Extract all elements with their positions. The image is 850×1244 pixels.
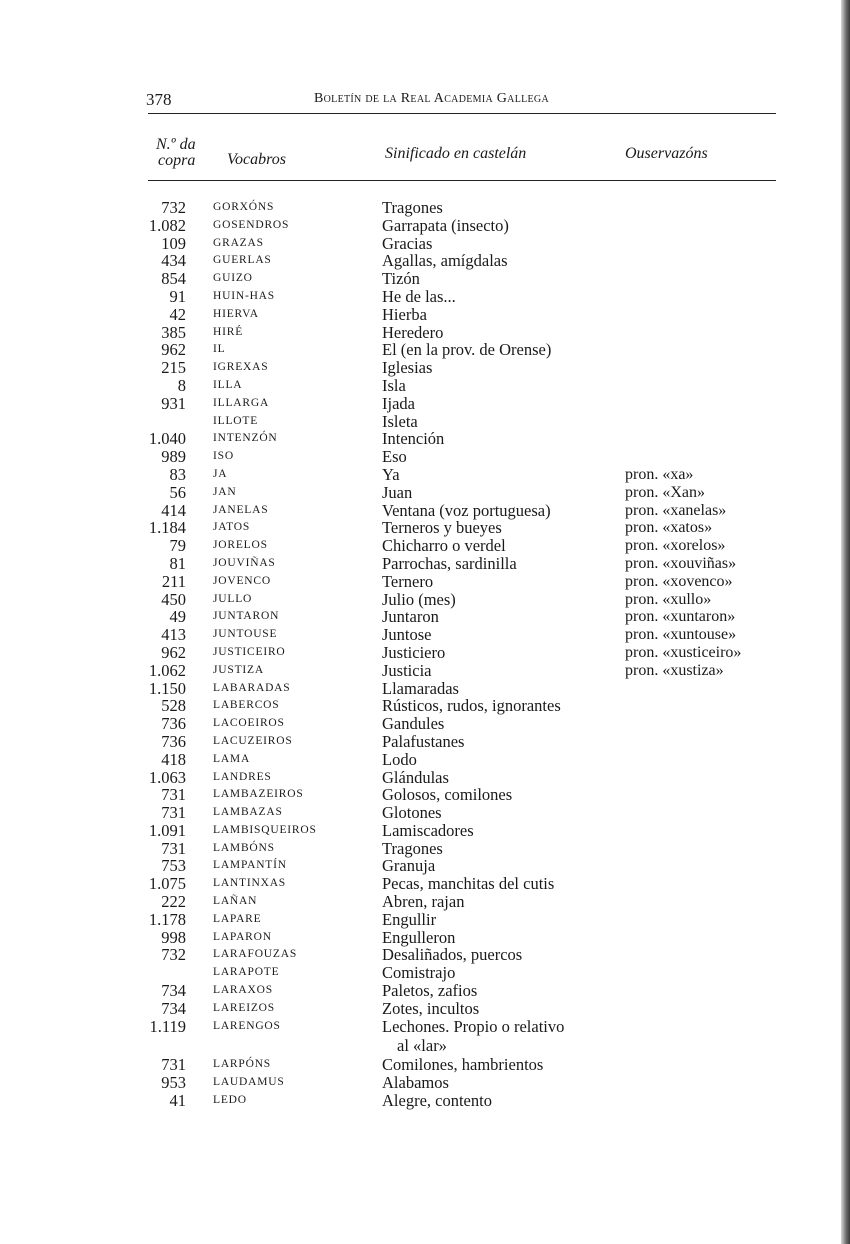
entry-number: 731 [161, 838, 186, 858]
entry-word: JULLO [213, 592, 253, 605]
table-row [0, 875, 850, 893]
entry-meaning: Ventana (voz portuguesa) [382, 500, 551, 520]
entry-meaning: Ternero [382, 571, 434, 591]
entry-observation: pron. «xorelos» [625, 537, 726, 555]
table-row [0, 751, 850, 769]
column-header-word: Vocabros [227, 151, 286, 168]
entry-word: LAPARE [213, 912, 262, 925]
entry-word: JANELAS [213, 503, 269, 516]
entry-word: LAMBÓNS [213, 841, 275, 854]
entry-meaning: Llamaradas [382, 678, 459, 698]
entry-number: 215 [161, 358, 186, 378]
entry-meaning: Glotones [382, 803, 442, 823]
entry-number: 736 [161, 731, 186, 751]
entry-number: 1.040 [148, 429, 186, 449]
entry-word: LACUZEIROS [213, 734, 293, 747]
entry-word: LACOEIROS [213, 717, 285, 730]
entry-meaning: Gracias [382, 233, 433, 253]
entry-number: 734 [161, 998, 186, 1018]
entry-number: 732 [161, 945, 186, 965]
entry-meaning: Lamiscadores [382, 820, 474, 840]
table-row [0, 199, 850, 217]
entry-number: 8 [177, 375, 186, 395]
entry-number: 734 [161, 981, 186, 1001]
table-row [0, 911, 850, 929]
entry-number: 989 [161, 447, 186, 467]
entry-meaning: Juntose [382, 625, 432, 645]
table-row [0, 555, 850, 573]
entry-word: IGREXAS [213, 361, 269, 374]
entry-word: JAN [213, 485, 237, 498]
table-row [0, 680, 850, 698]
table-row [0, 377, 850, 395]
entry-meaning: Isla [382, 375, 406, 395]
entry-word: LEDO [213, 1094, 247, 1107]
table-row [0, 235, 850, 253]
entry-meaning: Juntaron [382, 607, 439, 627]
table-row [0, 448, 850, 466]
entry-number: 83 [169, 464, 186, 484]
table-row [0, 288, 850, 306]
page-edge-shadow [841, 0, 850, 1244]
entry-number: 42 [169, 304, 186, 324]
table-row [0, 626, 850, 644]
entry-meaning: Rústicos, rudos, ignorantes [382, 696, 561, 716]
entry-number: 736 [161, 714, 186, 734]
entry-meaning: Tizón [382, 269, 420, 289]
entry-meaning: El (en la prov. de Orense) [382, 340, 552, 360]
entry-meaning: Tragones [382, 838, 443, 858]
table-row [0, 840, 850, 858]
entry-number: 1.075 [148, 874, 186, 894]
entry-word: GUERLAS [213, 254, 272, 267]
entry-word: LAÑAN [213, 895, 258, 908]
entry-number: 962 [161, 642, 186, 662]
table-row [0, 395, 850, 413]
entry-number: 450 [161, 589, 186, 609]
entry-word: ISO [213, 450, 234, 463]
table-row [0, 929, 850, 947]
entry-meaning: Iglesias [382, 358, 433, 378]
entry-meaning: Palafustanes [382, 731, 465, 751]
entry-meaning: Ya [382, 464, 400, 484]
entry-number: 109 [161, 233, 186, 253]
entry-meaning: Desaliñados, puercos [382, 945, 523, 965]
entry-word: LARENGOS [213, 1019, 281, 1032]
entry-word: LARPÓNS [213, 1058, 272, 1071]
entry-observation: pron. «xovenco» [625, 572, 733, 590]
entry-word: LANTINXAS [213, 877, 286, 890]
entry-meaning-continuation: al «lar» [397, 1036, 447, 1056]
entry-word: JUSTICEIRO [213, 645, 286, 658]
entry-word: JA [213, 467, 228, 480]
page-number: 378 [146, 90, 172, 109]
column-header-observations: Ouservazóns [625, 145, 708, 162]
entry-observation: pron. «xullo» [625, 590, 712, 608]
entry-meaning: Engulleron [382, 927, 456, 947]
table-row [0, 715, 850, 733]
entry-meaning: Zotes, incultos [382, 998, 480, 1018]
entry-word: LARAFOUZAS [213, 948, 298, 961]
entry-meaning: Chicharro o verdel [382, 536, 506, 556]
entry-number: 1.178 [148, 909, 186, 929]
entry-number: 931 [161, 393, 186, 413]
entry-number: 731 [161, 803, 186, 823]
entry-word: JUSTIZA [213, 663, 264, 676]
entry-number: 49 [169, 607, 186, 627]
entry-meaning: Gandules [382, 714, 445, 734]
entry-word: JUNTARON [213, 610, 280, 623]
entry-word: GRAZAS [213, 236, 264, 249]
entry-meaning: Garrapata (insecto) [382, 215, 509, 235]
entry-meaning: Lodo [382, 749, 417, 769]
entry-word: LAMBAZAS [213, 806, 283, 819]
entry-observation: pron. «xusticeiro» [625, 643, 742, 661]
entry-word: LARAXOS [213, 984, 273, 997]
entry-number: 998 [161, 927, 186, 947]
entry-word: GOSENDROS [213, 218, 290, 231]
entry-word: LARAPOTE [213, 966, 280, 979]
entry-word: JORELOS [213, 539, 268, 552]
entry-meaning: Comistrajo [382, 963, 456, 983]
entry-meaning: Eso [382, 447, 407, 467]
table-row [0, 822, 850, 840]
entry-number: 81 [169, 553, 186, 573]
entry-word: JATOS [213, 521, 251, 534]
entry-meaning: Engullir [382, 909, 437, 929]
table-row [0, 519, 850, 537]
table-row [0, 697, 850, 715]
entry-meaning: Abren, rajan [382, 892, 465, 912]
entry-meaning: He de las... [382, 286, 456, 306]
table-row [0, 502, 850, 520]
entry-meaning: Justiciero [382, 642, 446, 662]
entry-word: LAPARON [213, 930, 272, 943]
table-row [0, 769, 850, 787]
entry-word: GORXÓNS [213, 201, 275, 213]
entry-meaning: Intención [382, 429, 445, 449]
entry-word: LAMPANTÍN [213, 859, 287, 872]
entry-meaning: Julio (mes) [382, 589, 456, 609]
column-header-number-line2: copra [158, 152, 196, 169]
entry-meaning: Pecas, manchitas del cutis [382, 874, 555, 894]
entry-number: 222 [161, 892, 186, 912]
table-row [0, 430, 850, 448]
entry-meaning: Hierba [382, 304, 427, 324]
entry-number: 732 [161, 198, 186, 217]
entry-meaning: Tragones [382, 198, 443, 217]
entry-word: ILLARGA [213, 396, 270, 409]
entry-word: HIERVA [213, 307, 259, 320]
column-header-number-line1: N.º da [156, 136, 196, 153]
entry-meaning: Glándulas [382, 767, 449, 787]
entry-number: 1.082 [148, 215, 186, 235]
table-row [0, 591, 850, 609]
table-row [0, 1074, 850, 1092]
entry-observation: pron. «xuntouse» [625, 626, 737, 644]
entry-word: JOVENCO [213, 574, 271, 587]
entry-word: LAMBISQUEIROS [213, 823, 317, 836]
table-row [0, 413, 850, 431]
table-row [0, 662, 850, 680]
entry-meaning: Justicia [382, 660, 432, 680]
entry-observation: pron. «xatos» [625, 519, 713, 537]
entry-observation: pron. «xuntaron» [625, 608, 736, 626]
entry-word: ILLA [213, 378, 243, 391]
entry-number: 854 [161, 269, 186, 289]
column-header-rule [148, 180, 776, 181]
entry-number: 1.063 [148, 767, 186, 787]
table-row [0, 982, 850, 1000]
entry-word: LAMA [213, 752, 251, 765]
entry-number: 731 [161, 785, 186, 805]
entry-meaning: Juan [382, 482, 413, 502]
entry-word: JOUVIÑAS [213, 556, 276, 569]
table-row [0, 644, 850, 662]
entry-meaning: Parrochas, sardinilla [382, 553, 517, 573]
table-row [0, 573, 850, 591]
entry-number: 731 [161, 1055, 186, 1075]
entry-meaning: Granuja [382, 856, 436, 876]
entry-word: INTENZÓN [213, 432, 278, 445]
entry-meaning: Lechones. Propio o relativo [382, 1016, 565, 1036]
table-row [0, 341, 850, 359]
column-header-meaning: Sinificado en castelán [385, 145, 527, 162]
table-row [0, 786, 850, 804]
table-row [0, 893, 850, 911]
entry-number: 1.119 [149, 1016, 186, 1036]
entry-meaning: Ijada [382, 393, 415, 413]
entry-word: LABERCOS [213, 699, 280, 712]
entry-number: 91 [169, 286, 186, 306]
table-row [0, 306, 850, 324]
entry-number: 1.184 [148, 518, 186, 538]
table-row-continuation [0, 1035, 850, 1056]
entry-number: 1.150 [148, 678, 186, 698]
entry-observation: pron. «Xan» [625, 483, 705, 501]
table-row [0, 946, 850, 964]
entry-number: 1.062 [148, 660, 186, 680]
entry-number: 418 [161, 749, 186, 769]
table-row [0, 537, 850, 555]
table-row [0, 857, 850, 875]
table-row [0, 1092, 850, 1110]
entry-word: HUIN-HAS [213, 289, 275, 302]
entry-word: LABARADAS [213, 681, 291, 694]
entry-number: 1.091 [148, 820, 186, 840]
entry-number: 41 [169, 1091, 186, 1111]
entry-number: 962 [161, 340, 186, 360]
entry-word: LANDRES [213, 770, 272, 783]
entry-word: IL [213, 343, 226, 356]
entry-meaning: Agallas, amígdalas [382, 251, 508, 271]
entry-meaning: Heredero [382, 322, 444, 342]
entry-meaning: Isleta [382, 411, 418, 431]
entry-number: 79 [169, 536, 186, 556]
entry-word: LAMBAZEIROS [213, 788, 304, 801]
entry-word: ILLOTE [213, 414, 259, 427]
table-row [0, 1000, 850, 1018]
entry-number: 414 [161, 500, 186, 520]
entry-meaning: Alabamos [382, 1073, 449, 1093]
entry-observation: pron. «xa» [625, 465, 694, 483]
entry-word: JUNTOUSE [213, 628, 278, 641]
table-row [0, 733, 850, 751]
table-row [0, 217, 850, 235]
entry-meaning: Paletos, zafios [382, 981, 478, 1001]
table-row [0, 270, 850, 288]
entry-observation: pron. «xanelas» [625, 501, 727, 519]
entry-number: 211 [161, 571, 186, 591]
entry-meaning: Comilones, hambrientos [382, 1055, 544, 1075]
entry-number: 56 [169, 482, 186, 502]
entry-number: 385 [161, 322, 186, 342]
entry-number: 953 [161, 1073, 186, 1093]
table-row [0, 359, 850, 377]
entry-word: LAREIZOS [213, 1001, 275, 1014]
entry-number: 434 [161, 251, 186, 271]
entry-word: LAUDAMUS [213, 1076, 285, 1089]
entry-meaning: Alegre, contento [382, 1091, 492, 1111]
table-row [0, 324, 850, 342]
table-row [0, 1018, 850, 1036]
running-title: Boletín de la Real Academia Gallega [314, 91, 549, 106]
table-row [0, 1056, 850, 1074]
entry-observation: pron. «xouviñas» [625, 554, 737, 572]
table-row [0, 964, 850, 982]
entry-word: HIRÉ [213, 325, 244, 338]
entry-observation: pron. «xustiza» [625, 661, 724, 679]
entry-word: GUIZO [213, 272, 253, 285]
table-row [0, 804, 850, 822]
table-row [0, 484, 850, 502]
entry-meaning: Terneros y bueyes [382, 518, 502, 538]
table-row [0, 252, 850, 270]
entry-number: 528 [161, 696, 186, 716]
table-row [0, 466, 850, 484]
vocabulary-table [0, 199, 850, 1110]
entry-number: 413 [161, 625, 186, 645]
header-rule [148, 113, 776, 114]
entry-number: 753 [161, 856, 186, 876]
table-row [0, 608, 850, 626]
entry-meaning: Golosos, comilones [382, 785, 513, 805]
